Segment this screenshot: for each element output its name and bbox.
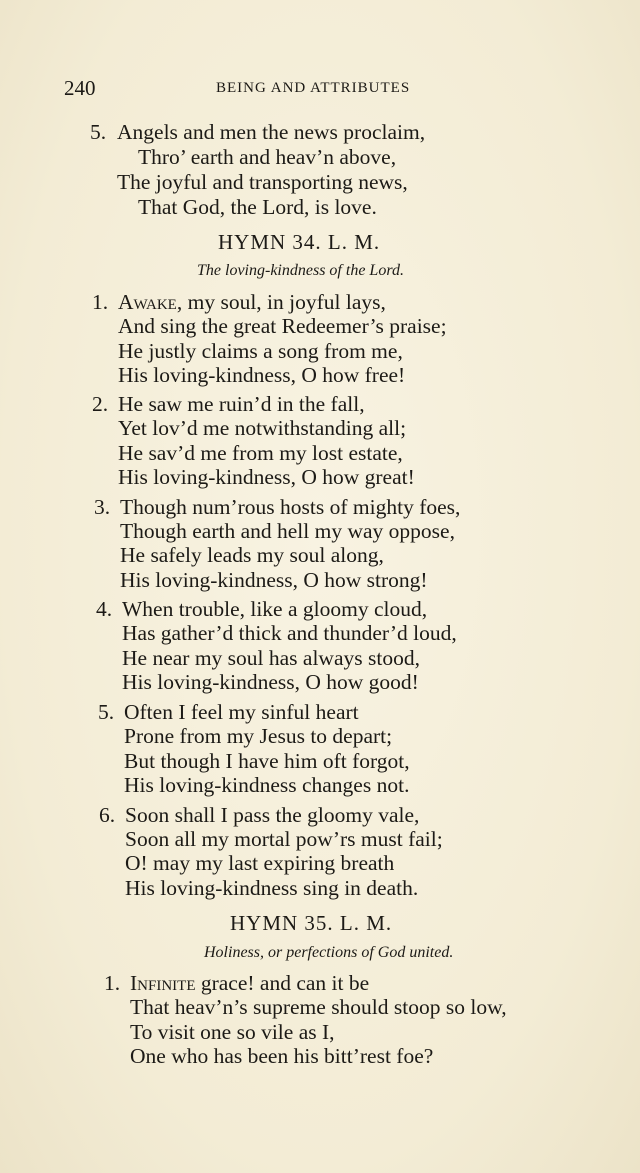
verse-line: Angels and men the news proclaim, — [117, 120, 426, 144]
stanza-number: 5. — [90, 120, 107, 144]
verse-line: The joyful and transporting news, — [117, 170, 408, 194]
stanza-number: 2. — [92, 392, 109, 416]
verse-line: His loving-kindness, O how strong! — [120, 568, 428, 592]
first-word: Infinite — [130, 971, 196, 995]
verse-line: He sav’d me from my lost estate, — [118, 441, 403, 465]
verse-line: He near my soul has always stood, — [122, 646, 420, 670]
verse-line: To visit one so vile as I, — [130, 1020, 335, 1044]
verse-line: His loving-kindness changes not. — [124, 773, 410, 797]
first-line-rest: grace! and can it be — [195, 971, 370, 995]
verse-line: His loving-kindness sing in death. — [125, 876, 419, 900]
page-number: 240 — [64, 76, 96, 100]
stanza-number: 1. — [104, 971, 121, 995]
verse-line: But though I have him oft forgot, — [124, 749, 410, 773]
stanza-number: 1. — [92, 290, 109, 314]
verse-line: Though earth and hell my way oppose, — [120, 519, 455, 543]
stanza-number: 5. — [98, 700, 115, 724]
stanza-number: 4. — [96, 597, 113, 621]
verse-line: That heav’n’s supreme should stoop so low, — [130, 995, 507, 1019]
hymn-34-subtitle: The loving-kindness of the Lord. — [197, 262, 404, 279]
verse-line: He justly claims a song from me, — [118, 339, 403, 363]
verse-line: Though num’rous hosts of mighty foes, — [120, 495, 461, 519]
verse-line: He safely leads my soul along, — [120, 543, 384, 567]
verse-line: And sing the great Redeemer’s praise; — [118, 314, 447, 338]
verse-line: O! may my last expiring breath — [125, 851, 395, 875]
verse-line: His loving-kindness, O how great! — [118, 465, 415, 489]
verse-line: His loving-kindness, O how free! — [118, 363, 406, 387]
verse-line: Often I feel my sinful heart — [124, 700, 359, 724]
verse-line: Prone from my Jesus to depart; — [124, 724, 393, 748]
verse-line: Soon shall I pass the gloomy vale, — [125, 803, 420, 827]
first-word: Awake, — [118, 290, 183, 314]
verse-line-first — [130, 971, 369, 995]
verse-line: His loving-kindness, O how good! — [122, 670, 419, 694]
verse-line: He saw me ruin’d in the fall, — [118, 392, 365, 416]
verse-line-first — [118, 290, 386, 314]
verse-line: Has gather’d thick and thunder’d loud, — [122, 621, 457, 645]
verse-line: Yet lov’d me notwithstanding all; — [118, 416, 407, 440]
verse-line: One who has been his bitt’rest foe? — [130, 1044, 434, 1068]
hymn-34-title: HYMN 34. L. M. — [218, 230, 381, 254]
page-header — [64, 76, 444, 100]
verse-line: That God, the Lord, is love. — [138, 195, 377, 219]
stanza-number: 3. — [94, 495, 111, 519]
first-line-rest: my soul, in joyful lays, — [182, 290, 386, 314]
verse-line: Soon all my mortal pow’rs must fail; — [125, 827, 443, 851]
hymn-35-title: HYMN 35. L. M. — [230, 911, 393, 935]
stanza-number: 6. — [99, 803, 116, 827]
running-head: BEING AND ATTRIBUTES — [216, 80, 411, 96]
hymn-35-subtitle: Holiness, or perfections of God united. — [204, 944, 454, 961]
verse-line: When trouble, like a gloomy cloud, — [122, 597, 428, 621]
verse-line: Thro’ earth and heav’n above, — [138, 145, 397, 169]
